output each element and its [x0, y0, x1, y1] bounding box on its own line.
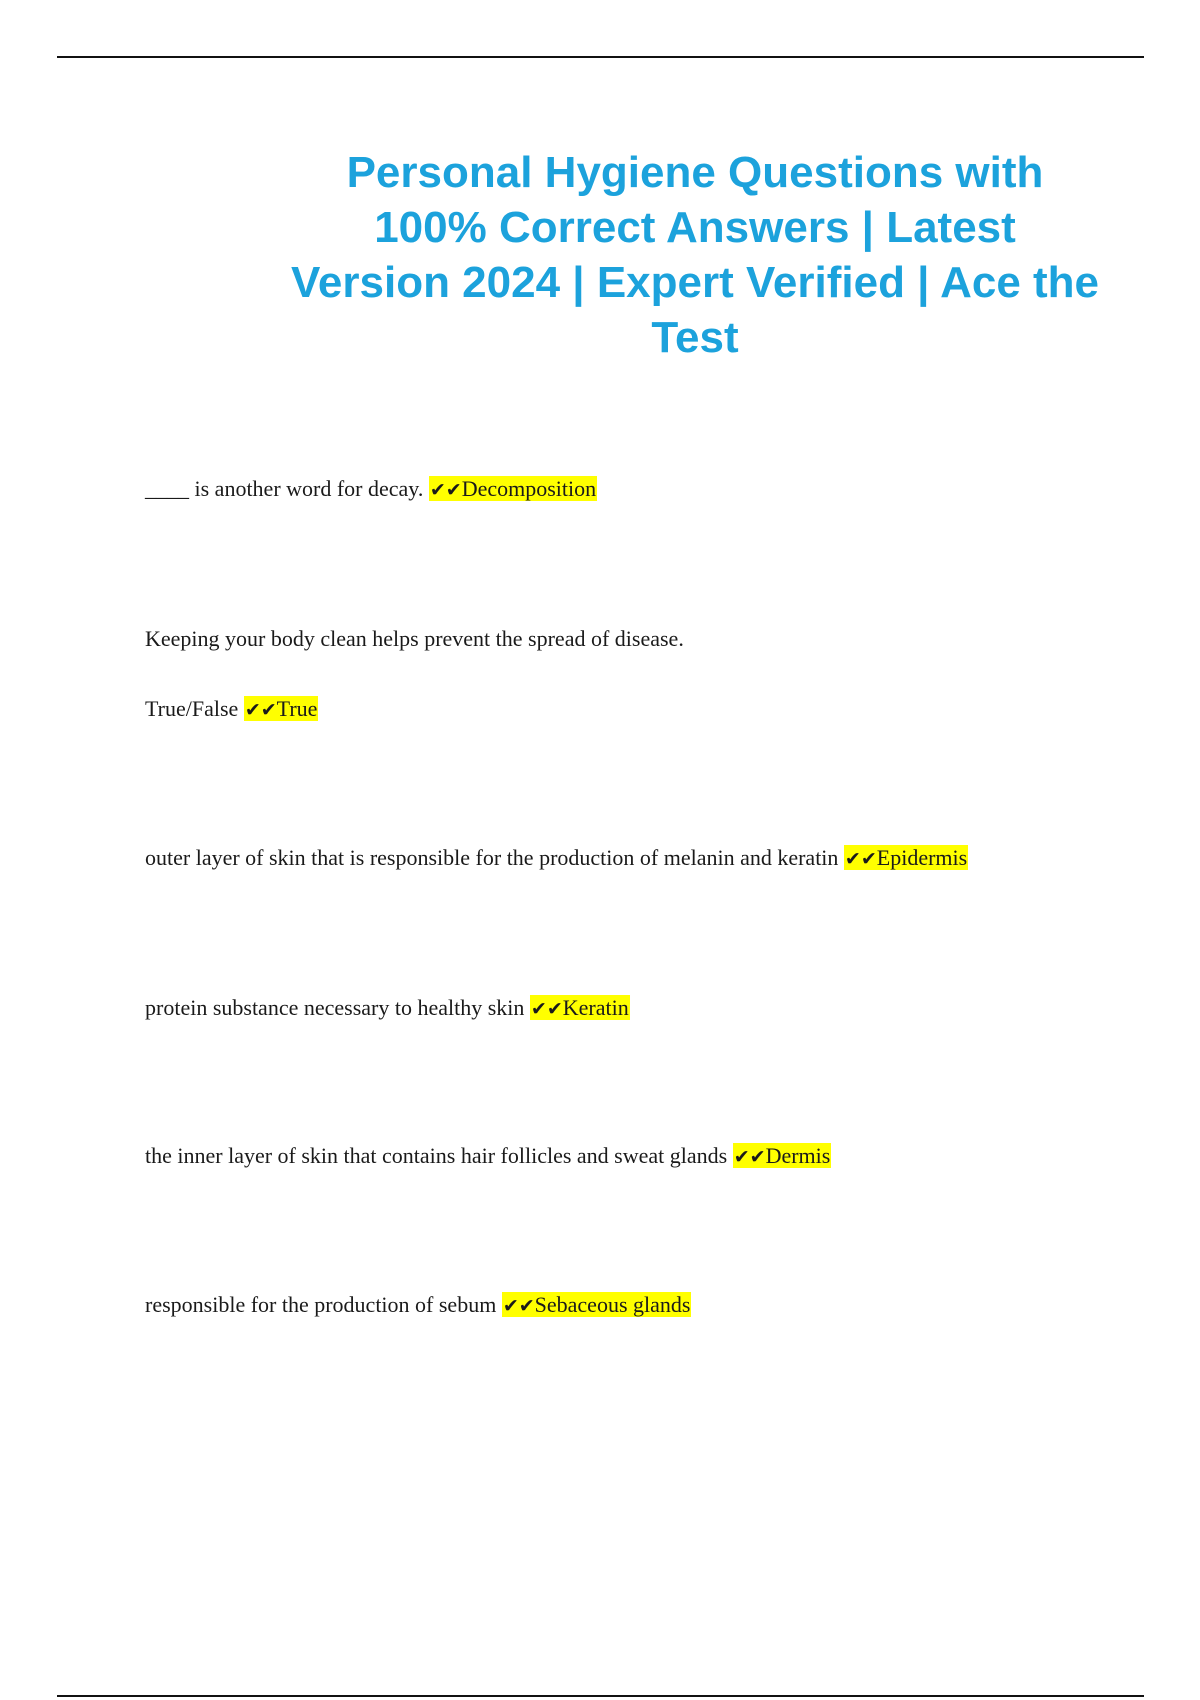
- double-check-icon: ✔✔: [530, 998, 563, 1020]
- answer-highlight: [530, 995, 630, 1020]
- answer-text: Dermis: [765, 1143, 831, 1168]
- qa-item-1: [145, 474, 597, 505]
- question-text: ____ is another word for decay.: [145, 476, 424, 501]
- answer-text: Sebaceous glands: [534, 1292, 691, 1317]
- answer-text: True: [276, 696, 318, 721]
- qa-item-4: [145, 993, 630, 1024]
- qa-item-5: [145, 1141, 831, 1172]
- answer-highlight: [502, 1292, 692, 1317]
- question-text: responsible for the production of sebum: [145, 1292, 497, 1317]
- double-check-icon: ✔✔: [733, 1146, 766, 1168]
- bottom-rule: [57, 1695, 1144, 1697]
- double-check-icon: ✔✔: [502, 1295, 535, 1317]
- qa-item-2-line-2: [145, 694, 318, 725]
- question-text: True/False: [145, 696, 239, 721]
- top-rule: [57, 56, 1144, 58]
- question-text: protein substance necessary to healthy skin: [145, 995, 525, 1020]
- answer-highlight: [429, 476, 597, 501]
- answer-text: Keratin: [562, 995, 629, 1020]
- answer-highlight: [244, 696, 319, 721]
- qa-item-3: [145, 843, 968, 874]
- question-text: the inner layer of skin that contains hair follicles and sweat glands: [145, 1143, 728, 1168]
- double-check-icon: ✔✔: [244, 699, 277, 721]
- answer-highlight: [844, 845, 968, 870]
- double-check-icon: ✔✔: [429, 479, 462, 501]
- question-text: Keeping your body clean helps prevent the spread of disease.: [145, 626, 684, 651]
- question-text: outer layer of skin that is responsible for the production of melanin and keratin: [145, 845, 839, 870]
- qa-item-2: [145, 624, 684, 654]
- answer-text: Decomposition: [461, 476, 597, 501]
- answer-text: Epidermis: [876, 845, 968, 870]
- answer-highlight: [733, 1143, 832, 1168]
- qa-item-6: [145, 1290, 691, 1321]
- document-title: Personal Hygiene Questions with 100% Correct Answers | Latest Version 2024 | Expert Verified | Ace the Test: [290, 148, 1100, 362]
- double-check-icon: ✔✔: [844, 848, 877, 870]
